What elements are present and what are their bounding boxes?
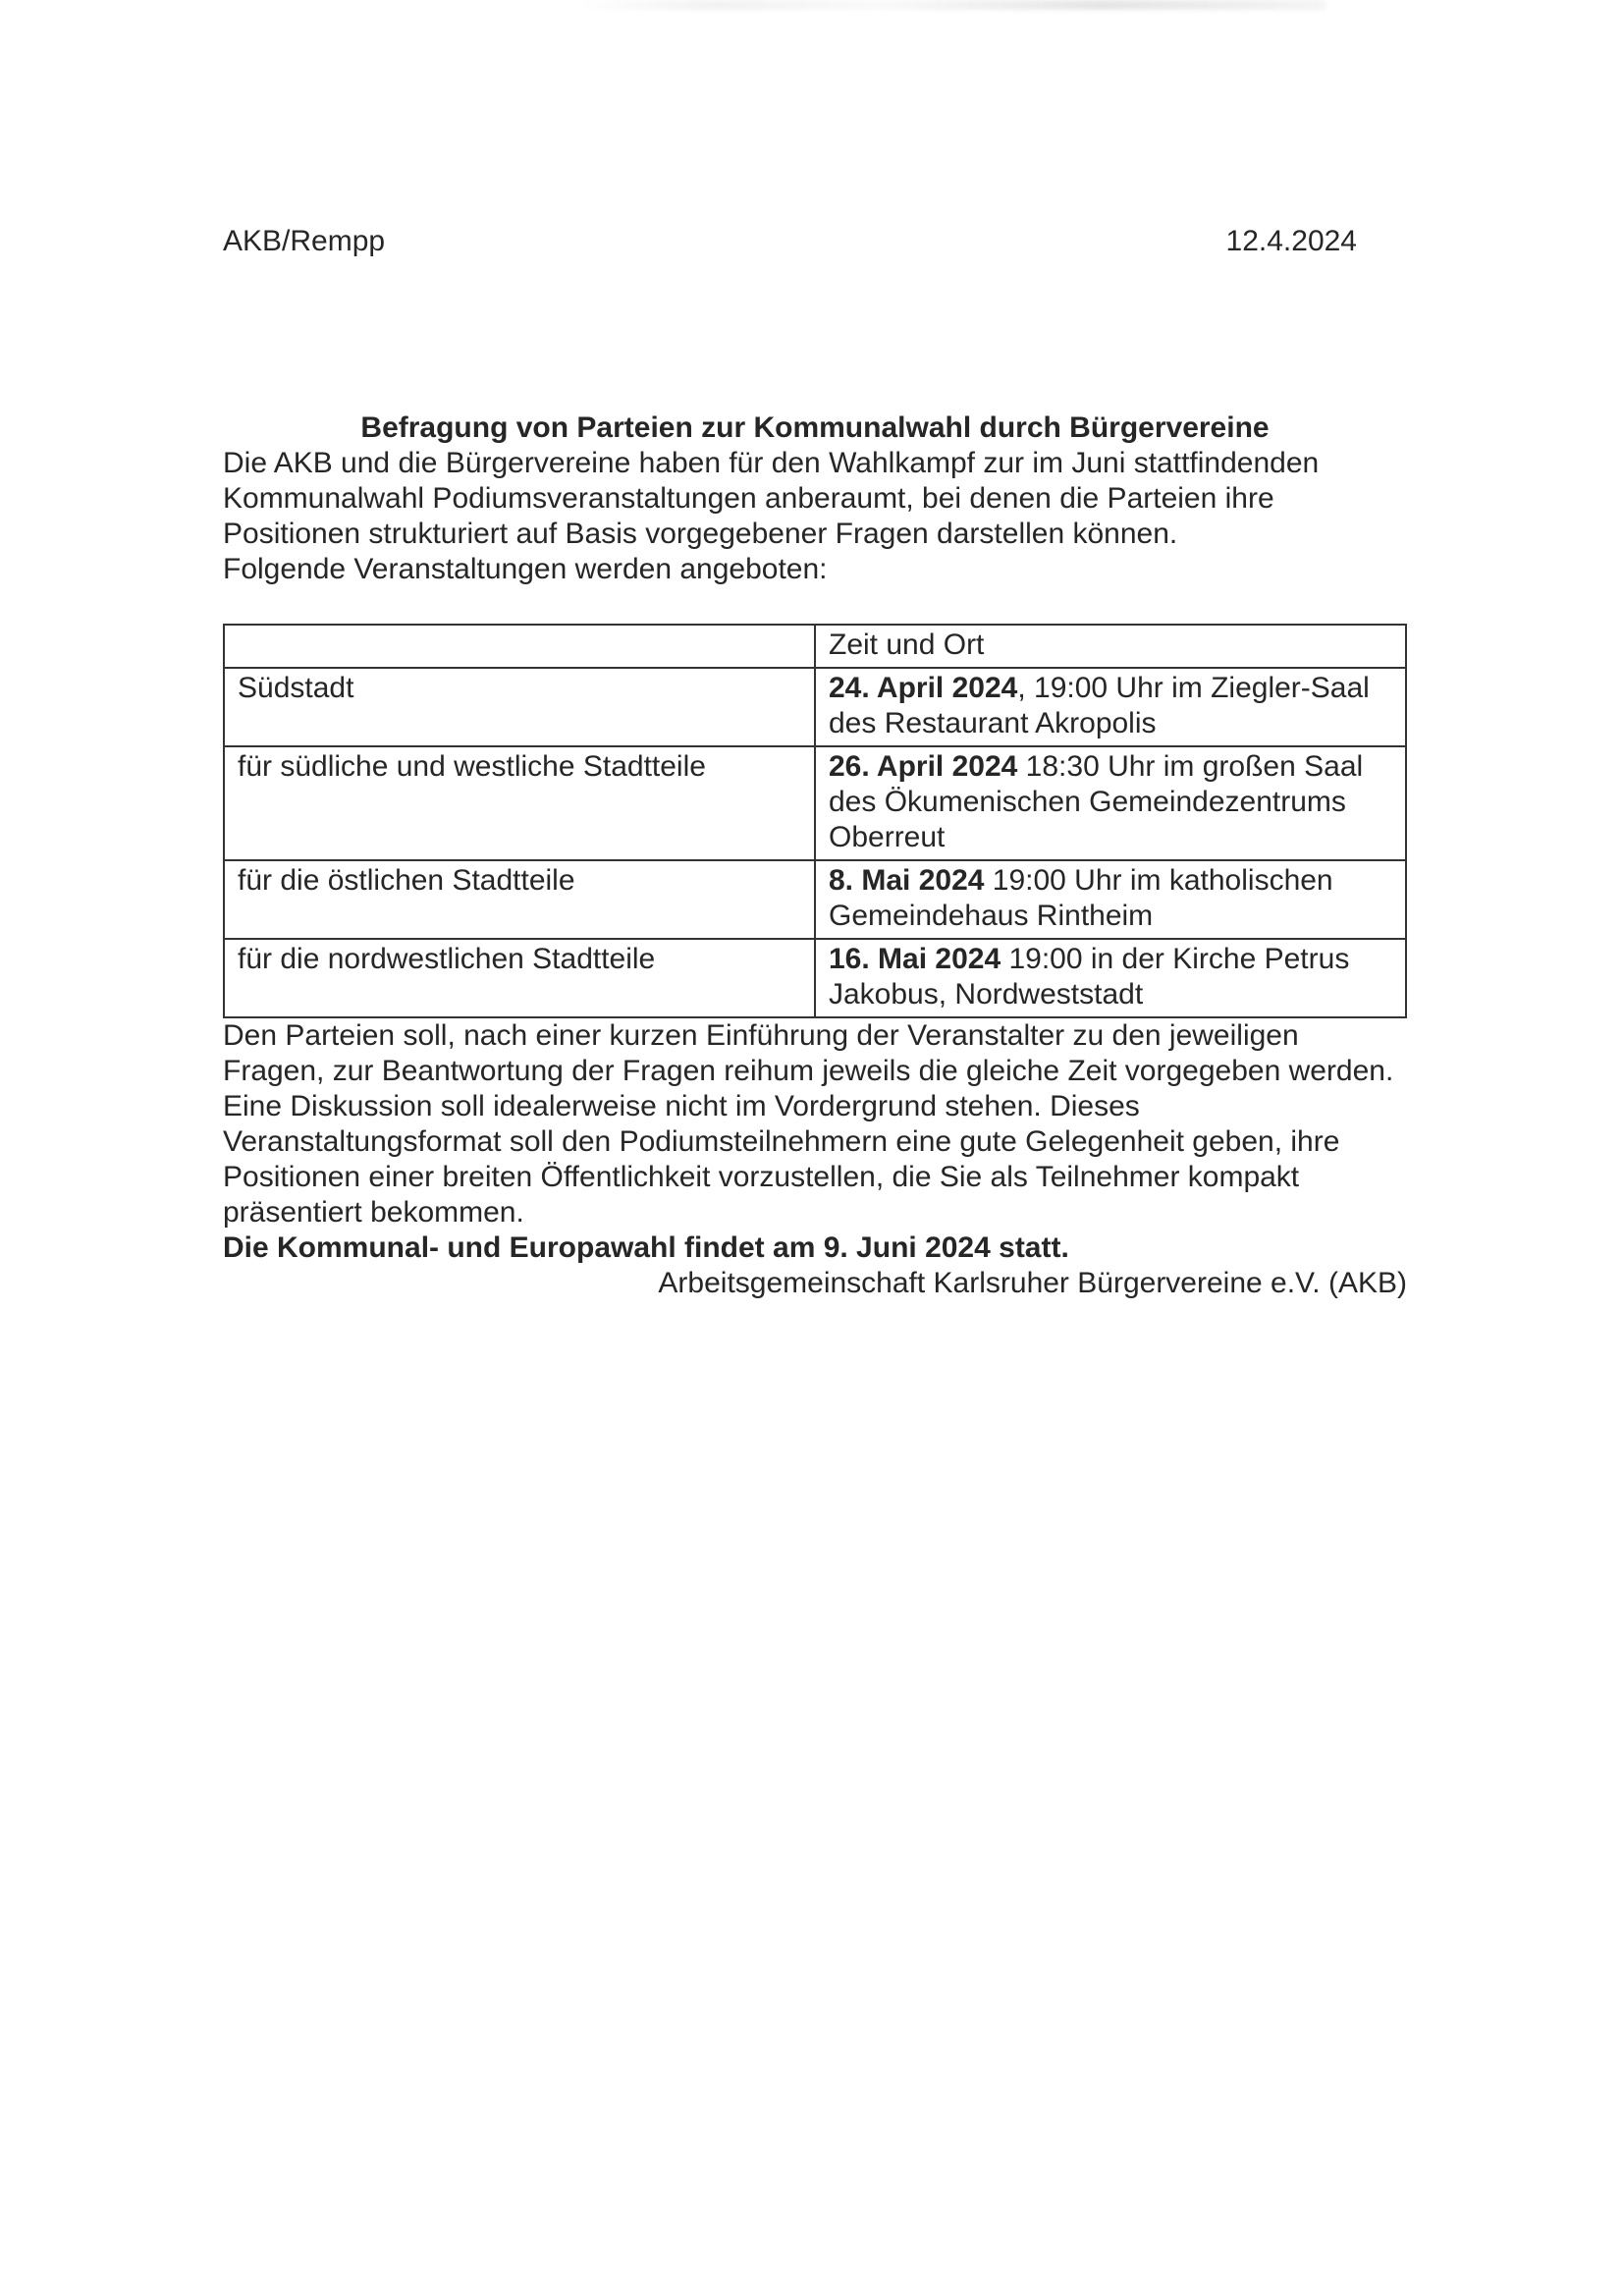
header-author-ref: AKB/Rempp [223,225,386,257]
event-details-cell [815,668,1406,746]
events-table-header-row [224,625,1406,668]
event-details: 19:00 in der Kirche Petrus Jakobus, Nordweststadt [829,943,1350,1011]
signature-line: Arbeitsgemeinschaft Karlsruher Bürgervereine e.V. (AKB) [658,1267,1407,1299]
election-date-emphasis-line: Die Kommunal- und Europawahl findet am 9. Juni 2024 statt. [223,1231,1069,1264]
event-area-cell: für südliche und westliche Stadtteile [224,746,815,860]
event-date: 26. April 2024 [829,750,1018,783]
event-date: 24. April 2024 [829,672,1018,704]
document-content [223,0,1407,1301]
event-details: 18:30 Uhr im großen Saal des Ökumenischen Gemeindezentrums Oberreut [829,750,1364,853]
event-details-cell [815,860,1406,939]
document-title: Befragung von Parteien zur Kommunalwahl durch Bürgervereine [360,411,1270,444]
event-date: 16. Mai 2024 [829,943,1001,975]
event-date: 8. Mai 2024 [829,864,985,897]
document-header [223,224,1407,259]
header-date: 12.4.2024 [1225,225,1357,257]
table-row [224,746,1406,860]
table-row [224,668,1406,746]
event-details: 19:00 Uhr im katholischen Gemeindehaus Rintheim [829,864,1333,932]
events-list-intro: Folgende Veranstaltungen werden angeboten: [223,553,828,585]
event-area-cell: für die östlichen Stadtteile [224,860,815,939]
event-details-cell [815,746,1406,860]
table-row [224,860,1406,939]
event-area-cell: Südstadt [224,668,815,746]
column-header-zeit-und-ort: Zeit und Ort [815,625,1406,668]
column-header-empty [224,625,815,668]
events-table [223,624,1407,1018]
body-paragraph: Den Parteien soll, nach einer kurzen Einführung der Veranstalter zu den jeweiligen Fragen, zur Beantwortung der Fragen reihum jeweils die gleiche Zeit vorgegeben werden. Eine Diskussion soll idealerweise nicht im Vordergrund stehen. Dieses Veranstaltungsformat soll den Podiumsteilnehmern eine gute Gelegenheit geben, ihre Positionen einer breiten Öffentlichkeit vorzustellen, die Sie als Teilnehmer kompakt präsentiert bekommen. [223,1019,1394,1229]
event-area-cell: für die nordwestlichen Stadtteile [224,939,815,1017]
intro-paragraph: Die AKB und die Bürgervereine haben für den Wahlkampf zur im Juni stattfindenden Kommunalwahl Podiumsveranstaltungen anberaumt, bei denen die Parteien ihre Positionen strukturiert auf Basis vorgegebener Fragen darstellen können. [223,447,1320,550]
event-details: , 19:00 Uhr im Ziegler-Saal des Restaurant Akropolis [829,672,1370,739]
scan-artifact [579,0,1325,10]
table-row [224,939,1406,1017]
event-details-cell [815,939,1406,1017]
